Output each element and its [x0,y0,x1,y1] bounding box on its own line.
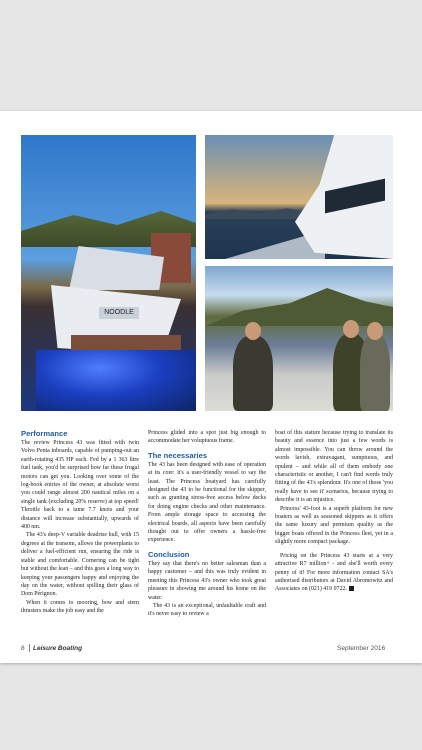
underwater-light-glow [36,350,196,411]
text-column-1 [21,429,139,616]
yacht-marina-photo [21,135,196,411]
text-column-2 [148,429,266,619]
page-number: 8 [21,645,25,652]
page-footer [0,643,422,655]
yacht-underway-photo [205,135,393,259]
text-column-3 [275,429,393,594]
paragraph: The 43's deep-V variable deadrise hull, with 15 degrees at the transom, allows the powerplants to deliver a fuel-efficient run, ensuring the ride is stable and comfortable. Cornering can be tight but without the lean – and this goes a long way to keeping your passengers happy and enjoying the day on the water, without spilling their glass of Dom Pérignon. [21,532,139,598]
paragraph: The 43 has been designed with ease of operation at its core: it's a user-friendly vessel to say the least. The Princess boatyard has carefully designed the 43 to be functional for the skipper, such as granting stress-free access below decks for doing engine checks and other maintenance. From ample storage space to accessing the electrical boards, all aspects have been carefully thought out to offer owners a hassle-free experience. [148,461,266,544]
paragraph [275,552,393,594]
section-heading: Performance [21,429,68,438]
magazine-page [0,111,422,663]
paragraph: When it comes to mooring, bow and stern thrusters make the job easy and the [21,599,139,615]
guests-aboard-photo [205,266,393,411]
paragraph: The review Princess 43 was fitted with twin Volvo Penta inboards, capable of pumping-out an earth-rotating 435 HP each. Fed by a 1 363 litre fuel tank, you'd be surprised how far these frugal motors can get you. Looking over some of the log-book entries of the owner, at absolute worst you could range almost 200 nautical miles on a single tank (excluding 20% reserve) at top speed! Throttle back to a tame 7.7 knots and your distance will increase substantially, upwards of 400 nm. [21,440,139,531]
magazine-name: Leisure Boating [33,645,83,652]
yacht-name-plate: NOODLE [99,307,139,319]
paragraph: Princess glided into a spot just big enough to accommodate her voluptuous frame. [148,430,266,445]
mountain-shape [205,288,393,326]
paragraph: Princess' 43-foot is a superb platform for new boaters as well as seasoned skippers as it offers the same luxury and premium quality as the bigger boats offered in the Princess fleet, yet in a slightly more compact package. [275,505,393,546]
end-mark-icon [349,586,354,591]
person-figure [233,336,273,411]
section-heading: The necessaries [148,450,208,460]
person-figure [360,334,390,411]
person-head [367,322,383,340]
footer-divider [29,644,30,652]
paragraph: The 43 is an exceptional, unfaultable craft and it's never easy to review a [148,602,266,618]
issue-date: September 2016 [337,645,386,652]
paragraph: boat of this stature because trying to translate its beauty and essence into just a few words is almost impossible. You can throw around the words lavish, extravagant, sumptuous, and opulent – and while all of them embody one characteristic or another, I can't find words truly fitting of the 43's splendour. It's one of those 'you really have to see it' scenarios, because trying to describe it is an injustice. [275,430,393,504]
section-heading: Conclusion [148,549,190,559]
person-head [245,322,261,340]
person-head [343,320,359,338]
paragraph: They say that there's no better salesman than a happy customer – and this was truly evident in meeting this Princess 43's owner who took great pleasure in showing me around his home on the water. [148,560,266,601]
paragraph-text: Pricing on the Princess 43 starts at a very attractive R7 million+ - and she'll worth every penny of it! For more information contact SA's authorised distributors at David Abromowitz and Associates on (021) 419 0722. [275,552,393,593]
